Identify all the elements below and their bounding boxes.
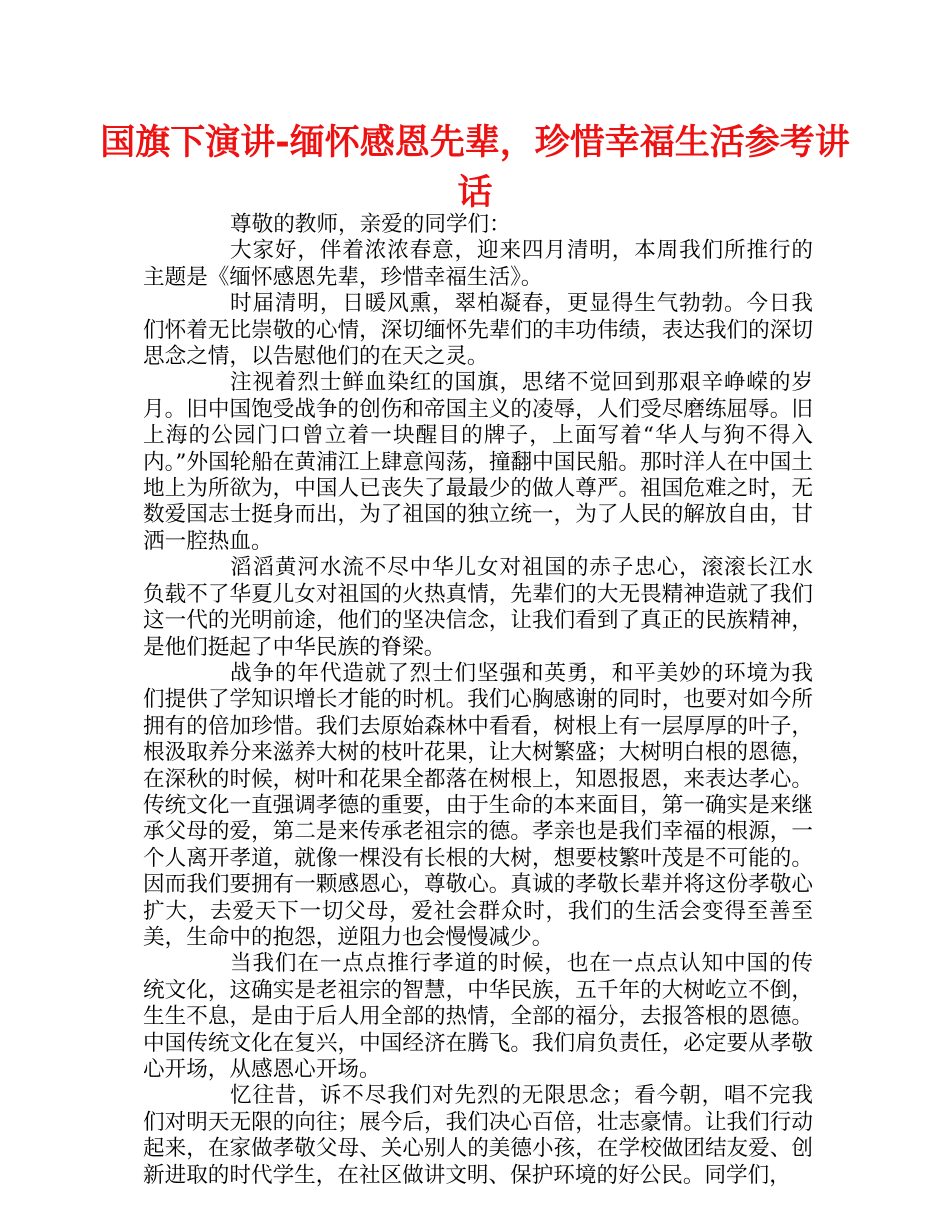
body-paragraph: 忆往昔，诉不尽我们对先烈的无限思念；看今朝，唱不完我们对明天无限的向往；展今后，我们决心百倍，壮志豪情。让我们行动起来，在家做孝敬父母、关心别人的美德小孩，在学校做团结友爱、创新进取的时代学生，在社区做讲文明、保护环境的好公民。同学们， [143, 1083, 813, 1188]
body-paragraph: 滔滔黄河水流不尽中华儿女对祖国的赤子忠心，滚滚长江水负载不了华夏儿女对祖国的火热真情，先辈们的大无畏精神造就了我们这一代的光明前途，他们的坚决信念，让我们看到了真正的民族精神，是他们挺起了中华民族的脊梁。 [143, 555, 813, 660]
body-paragraph: 大家好，伴着浓浓春意，迎来四月清明，本周我们所推行的主题是《缅怀感恩先辈，珍惜幸福生活》。 [143, 238, 813, 290]
body-paragraph: 注视着烈士鲜血染红的国旗，思绪不觉回到那艰辛峥嵘的岁月。旧中国饱受战争的创伤和帝国主义的凌辱，人们受尽磨练屈辱。旧上海的公园门口曾立着一块醒目的牌子，上面写着“华人与狗不得入内。”外国轮船在黄浦江上肆意闯荡，撞翻中国民船。那时洋人在中国土地上为所欲为，中国人已丧失了最最少的做人尊严。祖国危难之时，无数爱国志士挺身而出，为了祖国的独立统一，为了人民的解放自由，甘洒一腔热血。 [143, 370, 813, 554]
document-body [143, 212, 813, 1189]
body-paragraph: 当我们在一点点推行孝道的时候，也在一点点认知中国的传统文化，这确实是老祖宗的智慧，中华民族，五千年的大树屹立不倒，生生不息，是由于后人用全部的热情，全部的福分，去报答根的恩德。中国传统文化在复兴，中国经济在腾飞。我们肩负责任，必定要从孝敬心开场，从感恩心开场。 [143, 951, 813, 1082]
body-paragraph: 时届清明，日暖风熏，翠柏凝春，更显得生气勃勃。今日我们怀着无比崇敬的心情，深切缅怀先辈们的丰功伟绩，表达我们的深切思念之情，以告慰他们的在天之灵。 [143, 291, 813, 370]
document-title: 国旗下演讲-缅怀感恩先辈，珍惜幸福生活参考讲话 [100, 123, 850, 213]
body-paragraph: 战争的年代造就了烈士们坚强和英勇，和平美妙的环境为我们提供了学知识增长才能的时机。我们心胸感谢的同时，也要对如今所拥有的倍加珍惜。我们去原始森林中看看，树根上有一层厚厚的叶子，根汲取养分来滋养大树的枝叶花果，让大树繁盛；大树明白根的恩德，在深秋的时候，树叶和花果全都落在树根上，知恩报恩，来表达孝心。传统文化一直强调孝德的重要，由于生命的本来面目，第一确实是来继承父母的爱，第二是来传承老祖宗的德。孝亲也是我们幸福的根源，一个人离开孝道，就像一棵没有长根的大树，想要枝繁叶茂是不可能的。因而我们要拥有一颗感恩心，尊敬心。真诚的孝敬长辈并将这份孝敬心扩大，去爱天下一切父母，爱社会群众时，我们的生活会变得至善至美，生命中的抱怨，逆阻力也会慢慢减少。 [143, 660, 813, 950]
greeting-paragraph: 尊敬的教师，亲爱的同学们： [230, 212, 511, 237]
